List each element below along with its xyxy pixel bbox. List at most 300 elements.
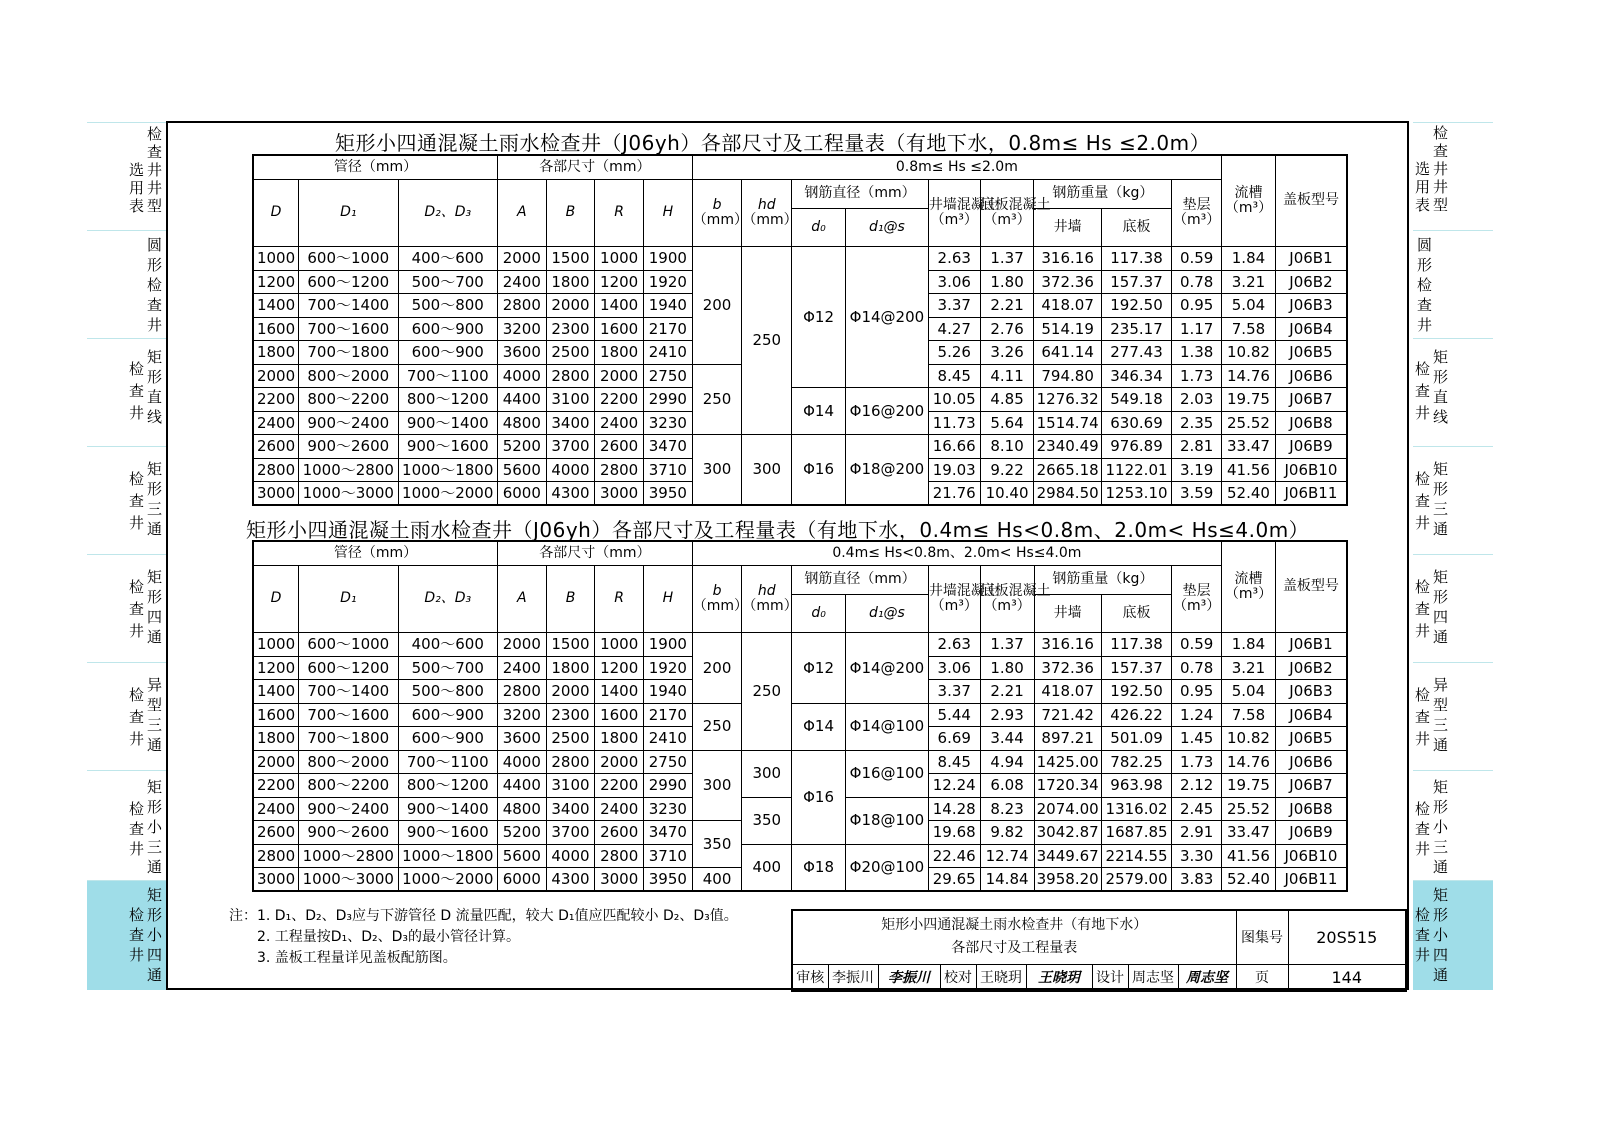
cell: 3449.67 — [1034, 844, 1101, 867]
cell: 1400 — [253, 294, 299, 317]
cell: 3042.87 — [1034, 821, 1101, 844]
cell: 2400 — [595, 411, 644, 434]
cushion-label: 垫层 — [1182, 582, 1211, 599]
header-A: A — [497, 179, 546, 246]
header-hd — [742, 565, 798, 632]
cell: 800～1200 — [398, 774, 497, 797]
cell: 316.16 — [1034, 633, 1101, 656]
side-tab-round-right[interactable]: 圆 形 检 查 井 — [1413, 230, 1493, 338]
cell: 1000～2000 — [398, 482, 497, 506]
cell-b: 200 — [692, 247, 742, 364]
atlas-label: 图集号 — [1236, 910, 1288, 964]
cell: 700～1100 — [398, 364, 497, 387]
cell: 501.09 — [1101, 727, 1171, 750]
header-H: H — [643, 179, 692, 246]
cell: 2800 — [546, 750, 595, 773]
cell: 10.82 — [1222, 341, 1276, 364]
cell-d1s: Φ16@100 — [846, 750, 929, 797]
cell: 1900 — [643, 247, 692, 270]
cell: 6.08 — [980, 774, 1034, 797]
table2-title: 矩形小四通混凝土雨水检查井（J06yh）各部尺寸及工程量表（有地下水，0.4m≤ Hs<0.8m、2.0m< Hs≤4.0m） — [246, 518, 1310, 542]
cell: 2579.00 — [1101, 868, 1171, 892]
cell: 900～2600 — [299, 435, 398, 458]
cell: 4400 — [497, 774, 546, 797]
cell: 316.16 — [1034, 247, 1101, 270]
cell: 500～700 — [398, 656, 497, 679]
header-D: D — [253, 565, 299, 632]
side-tab-rect-small-cross-right[interactable]: 矩 形 检 查 井 小 四 通 — [1413, 880, 1493, 990]
cell: 2990 — [643, 388, 692, 411]
cell: 4000 — [546, 458, 595, 481]
cell: 2400 — [253, 411, 299, 434]
cushion-label: 垫层 — [1182, 196, 1211, 213]
cell-hd: 350 — [742, 797, 792, 844]
cell: 1.37 — [980, 247, 1034, 270]
side-tab-special-tee-right[interactable]: 异 型 检 查 井 三 通 — [1413, 662, 1493, 770]
cell: 372.36 — [1034, 270, 1101, 293]
cell: 630.69 — [1101, 411, 1171, 434]
cushion-unit: （m³） — [1173, 598, 1221, 615]
header-row-2 — [253, 565, 1347, 594]
b-unit: （mm） — [692, 598, 748, 615]
cell: 1.45 — [1172, 727, 1222, 750]
cell: 1000～1800 — [398, 458, 497, 481]
cell: 897.21 — [1034, 727, 1101, 750]
header-dimensions: 各部尺寸（mm） — [497, 155, 692, 179]
cell: 3600 — [497, 727, 546, 750]
header-cushion — [1172, 565, 1222, 632]
cell: 3.37 — [928, 680, 980, 703]
cell: 1900 — [644, 633, 693, 656]
cell: 1.80 — [980, 270, 1034, 293]
cell: 3100 — [546, 774, 595, 797]
cell: 3.19 — [1172, 458, 1222, 481]
cell: 3700 — [546, 821, 595, 844]
cell: 2000 — [253, 750, 299, 773]
cell: 0.95 — [1172, 680, 1222, 703]
cell: 2200 — [595, 774, 644, 797]
cell: 1.24 — [1172, 703, 1222, 726]
cell: 19.03 — [928, 458, 980, 481]
cell: 2000 — [497, 247, 546, 270]
wall-concrete-label: 井墙混凝土 — [928, 582, 999, 599]
cell: 5600 — [497, 844, 546, 867]
cell: 19.75 — [1222, 388, 1276, 411]
cell: 1400 — [595, 680, 644, 703]
designer-signature: 周志坚 — [1178, 964, 1236, 991]
cell: 1000～3000 — [299, 482, 398, 506]
cell: 700～1800 — [299, 727, 398, 750]
table-row — [253, 750, 1347, 773]
page-label: 页 — [1236, 964, 1288, 991]
cell: 7.58 — [1222, 703, 1276, 726]
header-d0: d₀ — [792, 208, 846, 247]
channel-unit: （m³） — [1224, 200, 1273, 217]
side-tab-selection-table-right[interactable]: 检 查 选 井 用 井 表 型 — [1413, 122, 1493, 230]
cell: J06B10 — [1275, 458, 1347, 481]
note-2: 2. 工程量按D₁、D₂、D₃的最小管径计算。 — [257, 929, 520, 945]
header-cushion — [1172, 179, 1222, 246]
cell: 2.45 — [1172, 797, 1222, 820]
base-concrete-unit: （m³） — [983, 212, 1031, 229]
cell-b: 400 — [692, 868, 742, 892]
wall-concrete-label: 井墙混凝土 — [928, 196, 999, 213]
cell: 2170 — [643, 317, 692, 340]
b-unit: （mm） — [692, 212, 748, 229]
cell: 400～600 — [398, 633, 497, 656]
cell-hd: 250 — [742, 247, 792, 435]
cell-d0: Φ14 — [792, 703, 846, 750]
header-d0: d₀ — [792, 594, 846, 633]
cell: 1687.85 — [1101, 821, 1171, 844]
cell: J06B10 — [1275, 844, 1347, 867]
cell: 1.17 — [1172, 317, 1222, 340]
side-tab-selection-table[interactable]: 检 查 选 井 用 井 表 型 — [87, 122, 167, 230]
cell: 19.68 — [928, 821, 980, 844]
cell: 1200 — [595, 656, 644, 679]
header-rebar-wall: 井墙 — [1034, 208, 1101, 247]
cell: 2.93 — [980, 703, 1034, 726]
cell: 426.22 — [1101, 703, 1171, 726]
hd-unit: （mm） — [742, 212, 798, 229]
reviewer-name: 李振川 — [828, 964, 878, 991]
cell: 2074.00 — [1034, 797, 1101, 820]
cell: 3000 — [253, 868, 299, 892]
cell: J06B6 — [1275, 364, 1347, 387]
cell: 3470 — [643, 435, 692, 458]
cell: 2000 — [253, 364, 299, 387]
cell: 3950 — [643, 482, 692, 506]
table1 — [252, 154, 1348, 506]
cell: 0.59 — [1172, 247, 1222, 270]
cell: 1800 — [595, 727, 644, 750]
cell: 14.28 — [928, 797, 980, 820]
cell: J06B6 — [1275, 750, 1347, 773]
header-R: R — [595, 179, 644, 246]
cell: 2400 — [497, 656, 546, 679]
side-tab-round[interactable]: 圆 形 检 查 井 — [87, 230, 167, 338]
cell: 157.37 — [1101, 656, 1171, 679]
header-cover-model: 盖板型号 — [1275, 155, 1347, 247]
cell: J06B4 — [1275, 703, 1347, 726]
cell: 500～700 — [398, 270, 497, 293]
cell: 600～900 — [398, 727, 497, 750]
side-tab-rect-tee-right[interactable]: 矩 形 检 查 井 三 通 — [1413, 446, 1493, 554]
side-tab-rect-small-cross[interactable]: 矩 形 检 查 井 小 四 通 — [87, 880, 167, 990]
table-row — [253, 435, 1347, 458]
cell: 2600 — [595, 435, 644, 458]
cell: 1.84 — [1222, 247, 1276, 270]
cell: 1600 — [253, 703, 299, 726]
cell: 346.34 — [1101, 364, 1171, 387]
cell: 600～1000 — [299, 247, 398, 270]
cell: 3.06 — [928, 656, 980, 679]
header-channel — [1222, 155, 1276, 247]
cell: 2800 — [546, 364, 595, 387]
cell: 52.40 — [1222, 482, 1276, 506]
cell: 5600 — [497, 458, 546, 481]
cell: 1920 — [644, 656, 693, 679]
header-row-1 — [253, 541, 1347, 565]
cell: 2200 — [595, 388, 644, 411]
cell: 4000 — [497, 750, 546, 773]
cell: 22.46 — [928, 844, 980, 867]
cell: 400～600 — [398, 247, 497, 270]
cell: 1600 — [595, 317, 644, 340]
cell-b: 300 — [692, 750, 742, 820]
cell: 2.12 — [1172, 774, 1222, 797]
cell: 4.11 — [980, 364, 1034, 387]
cell: 3000 — [595, 868, 644, 892]
cell: 1000～3000 — [299, 868, 398, 892]
cell: 192.50 — [1101, 294, 1171, 317]
side-tab-rect-cross[interactable]: 矩 形 检 查 井 四 通 — [87, 554, 167, 662]
cell-hd: 300 — [742, 750, 792, 797]
cell: 900～1400 — [398, 411, 497, 434]
base-concrete-unit: （m³） — [983, 598, 1031, 615]
cell: 16.66 — [928, 435, 980, 458]
cell: J06B8 — [1275, 411, 1347, 434]
cell: 3710 — [643, 458, 692, 481]
cell: 6.69 — [928, 727, 980, 750]
cell: 2990 — [644, 774, 693, 797]
table1-title: 矩形小四通混凝土雨水检查井（J06yh）各部尺寸及工程量表（有地下水，0.8m≤ Hs ≤2.0m） — [335, 131, 1211, 155]
cell: 1800 — [253, 341, 299, 364]
cell-b: 300 — [692, 435, 742, 505]
cell: J06B2 — [1275, 270, 1347, 293]
cell: 6000 — [497, 482, 546, 506]
cell: 8.45 — [928, 364, 980, 387]
cell: 514.19 — [1034, 317, 1101, 340]
cell: 33.47 — [1222, 435, 1276, 458]
cell: 3.37 — [928, 294, 980, 317]
cell: 963.98 — [1101, 774, 1171, 797]
cell: 794.80 — [1034, 364, 1101, 387]
header-depth-range: 0.8m≤ Hs ≤2.0m — [692, 155, 1221, 179]
design-label: 设计 — [1092, 964, 1128, 991]
drawing-title-line2: 各部尺寸及工程量表 — [951, 940, 1078, 957]
side-tab-rect-straight[interactable]: 矩 形 检 查 井 直 线 — [87, 338, 167, 446]
cell: 14.76 — [1222, 750, 1276, 773]
side-tab-rect-tee[interactable]: 矩 形 检 查 井 三 通 — [87, 446, 167, 554]
title-block — [791, 909, 1407, 992]
cell: 3400 — [546, 797, 595, 820]
cell: 700～1400 — [299, 294, 398, 317]
cell: 900～1600 — [398, 821, 497, 844]
cell-b: 250 — [692, 364, 742, 434]
cell: J06B11 — [1275, 482, 1347, 506]
cell: 2400 — [497, 270, 546, 293]
cell: 5.04 — [1222, 680, 1276, 703]
cell: 2.76 — [980, 317, 1034, 340]
cell: 4.27 — [928, 317, 980, 340]
cell: 900～2600 — [299, 821, 398, 844]
cell: 1800 — [595, 341, 644, 364]
cell: 800～2000 — [299, 750, 398, 773]
cell: 3.06 — [928, 270, 980, 293]
cell: 3000 — [253, 482, 299, 506]
cell: 1316.02 — [1101, 797, 1171, 820]
cell: 1.37 — [980, 633, 1034, 656]
cell: 1425.00 — [1034, 750, 1101, 773]
cell: 1.80 — [980, 656, 1034, 679]
cell: 2.63 — [928, 633, 980, 656]
cell: 3400 — [546, 411, 595, 434]
cell: 2170 — [644, 703, 693, 726]
cell-b: 350 — [692, 821, 742, 868]
cell: 1600 — [595, 703, 644, 726]
header-rebar-diameter: 钢筋直径（mm） — [792, 565, 929, 594]
cell: 8.10 — [980, 435, 1034, 458]
base-concrete-label: 底板混凝土 — [980, 582, 1051, 599]
cell-b: 200 — [692, 633, 742, 703]
cell: 2.21 — [980, 680, 1034, 703]
checker-name: 王晓玥 — [976, 964, 1026, 991]
cell: J06B9 — [1275, 435, 1347, 458]
cell: 14.76 — [1222, 364, 1276, 387]
cell: 4000 — [497, 364, 546, 387]
side-tab-special-tee[interactable]: 异 型 检 查 井 三 通 — [87, 662, 167, 770]
cell: 700～1600 — [299, 703, 398, 726]
side-tab-rect-small-tee-right[interactable]: 矩 形 检 查 井 小 三 通 — [1413, 770, 1493, 880]
cell: 0.59 — [1172, 633, 1222, 656]
cell: 800～1200 — [398, 388, 497, 411]
b-label: b — [712, 196, 722, 213]
cell: 3.44 — [980, 727, 1034, 750]
cell: 1500 — [546, 633, 595, 656]
channel-unit: （m³） — [1224, 586, 1273, 603]
cell: 14.84 — [980, 868, 1034, 892]
cell: 3.21 — [1222, 656, 1276, 679]
cell: 41.56 — [1222, 844, 1276, 867]
cell-d1s: Φ18@100 — [846, 797, 929, 844]
cell: 600～1000 — [299, 633, 398, 656]
cell: 1200 — [253, 656, 299, 679]
cell: 2.35 — [1172, 411, 1222, 434]
cell: 277.43 — [1101, 341, 1171, 364]
cushion-unit: （m³） — [1173, 212, 1221, 229]
cell: 1.38 — [1172, 341, 1222, 364]
cell: 3200 — [497, 703, 546, 726]
side-tab-rect-small-tee[interactable]: 矩 形 检 查 井 小 三 通 — [87, 770, 167, 880]
cell: 21.76 — [928, 482, 980, 506]
cell: 2400 — [595, 797, 644, 820]
check-label: 校对 — [940, 964, 976, 991]
cell: 6000 — [497, 868, 546, 892]
header-pipe-diameter: 管径（mm） — [253, 155, 497, 179]
cell: 2200 — [253, 388, 299, 411]
cell: 600～900 — [398, 703, 497, 726]
header-B: B — [546, 179, 595, 246]
drawing-title — [792, 910, 1236, 964]
cell: 2.63 — [928, 247, 980, 270]
cell: 10.82 — [1222, 727, 1276, 750]
cell: 12.24 — [928, 774, 980, 797]
header-channel — [1222, 541, 1276, 633]
cell: 1940 — [644, 680, 693, 703]
b-label: b — [712, 582, 722, 599]
cell: 4800 — [497, 411, 546, 434]
cell-d0: Φ16 — [792, 750, 846, 844]
cell: 3230 — [644, 797, 693, 820]
cell: 2.91 — [1172, 821, 1222, 844]
header-rebar-weight: 钢筋重量（kg） — [1034, 565, 1172, 594]
header-D: D — [253, 179, 299, 246]
cell: 2300 — [546, 703, 595, 726]
cell: J06B11 — [1275, 868, 1347, 892]
cell-d1s: Φ14@100 — [846, 703, 929, 750]
cell: 2000 — [546, 294, 595, 317]
cell: 3950 — [644, 868, 693, 892]
cell: 1.84 — [1222, 633, 1276, 656]
cell: 2340.49 — [1034, 435, 1101, 458]
drawing-title-line1: 矩形小四通混凝土雨水检查井（有地下水） — [881, 917, 1148, 934]
cell: 1400 — [595, 294, 644, 317]
cell: 2000 — [546, 680, 595, 703]
cell-b: 250 — [692, 703, 742, 750]
cell: 1000～2000 — [398, 868, 497, 892]
cell: 641.14 — [1034, 341, 1101, 364]
cell: 1600 — [253, 317, 299, 340]
cell: 2300 — [546, 317, 595, 340]
cell: 29.65 — [928, 868, 980, 892]
cell: 3.59 — [1172, 482, 1222, 506]
cell: 10.40 — [980, 482, 1034, 506]
cell: 1200 — [253, 270, 299, 293]
header-D2-D3: D₂、D₃ — [398, 179, 497, 246]
header-wall-concrete — [928, 565, 999, 632]
header-rebar-base: 底板 — [1101, 208, 1171, 247]
page-number: 144 — [1288, 964, 1406, 991]
cell: 1.73 — [1172, 750, 1222, 773]
header-rebar-diameter: 钢筋直径（mm） — [792, 179, 929, 208]
cell: 500～800 — [398, 680, 497, 703]
cell-hd: 300 — [742, 435, 792, 505]
header-b — [692, 179, 748, 246]
cell: 52.40 — [1222, 868, 1276, 892]
cell: 19.75 — [1222, 774, 1276, 797]
cell-d1s: Φ14@200 — [846, 633, 929, 703]
header-B: B — [546, 565, 595, 632]
header-R: R — [595, 565, 644, 632]
cell: 600～900 — [398, 317, 497, 340]
cell: 1800 — [546, 270, 595, 293]
cell: 5200 — [497, 821, 546, 844]
header-wall-concrete — [928, 179, 999, 246]
cell: 3710 — [644, 844, 693, 867]
cell-d0: Φ12 — [792, 247, 846, 388]
base-concrete-label: 底板混凝土 — [980, 196, 1051, 213]
cell: 3.30 — [1172, 844, 1222, 867]
cell: 2410 — [644, 727, 693, 750]
cell: 1000 — [595, 247, 644, 270]
side-tab-rect-straight-right[interactable]: 矩 形 检 查 井 直 线 — [1413, 338, 1493, 446]
cell: 12.74 — [980, 844, 1034, 867]
cell: 900～1600 — [398, 435, 497, 458]
cell-d0: Φ18 — [792, 844, 846, 891]
cell: 2400 — [253, 797, 299, 820]
cell: 11.73 — [928, 411, 980, 434]
cell: 1920 — [643, 270, 692, 293]
wall-concrete-unit: （m³） — [930, 598, 978, 615]
cell: 2214.55 — [1101, 844, 1171, 867]
cell-hd: 250 — [742, 633, 792, 750]
side-tab-rect-cross-right[interactable]: 矩 形 检 查 井 四 通 — [1413, 554, 1493, 662]
header-b — [692, 565, 748, 632]
cell: 2.21 — [980, 294, 1034, 317]
cell: 5.64 — [980, 411, 1034, 434]
cell: 1800 — [253, 727, 299, 750]
